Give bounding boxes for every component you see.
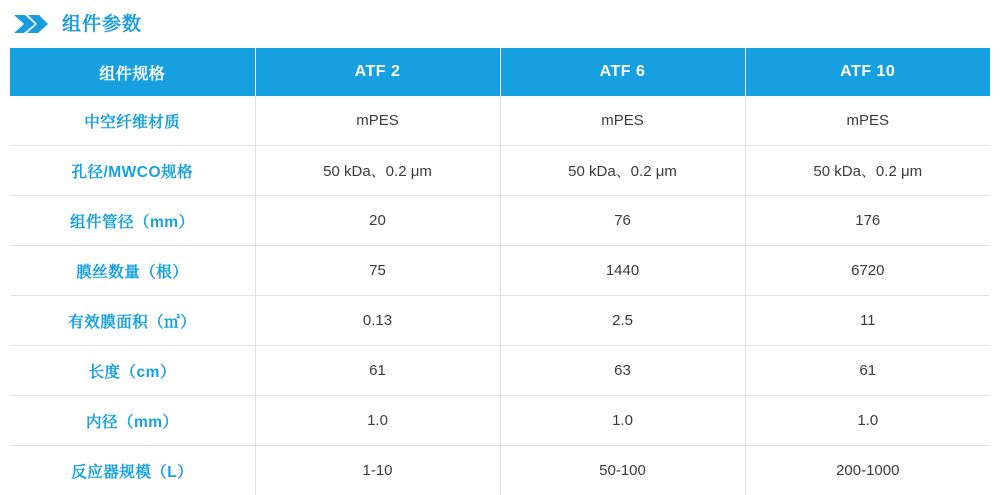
row-label: 孔径/MWCO规格 (10, 146, 255, 196)
cell-value: 50-100 (500, 446, 745, 495)
cell-value: 6720 (745, 246, 990, 296)
table-header (10, 48, 990, 96)
double-chevron-right-icon (14, 12, 48, 36)
column-header-atf10: ATF 10 (745, 48, 990, 96)
table-row (10, 246, 990, 296)
column-header-atf2: ATF 2 (255, 48, 500, 96)
cell-value: 50 kDa、0.2 μm (255, 146, 500, 196)
cell-value: 61 (255, 346, 500, 396)
row-label: 有效膜面积（㎡） (10, 296, 255, 346)
cell-value: 176 (745, 196, 990, 246)
table-body (10, 96, 990, 495)
row-label: 反应器规模（L） (10, 446, 255, 495)
cell-value: 50 kDa、0.2 μm (745, 146, 990, 196)
row-label: 膜丝数量（根） (10, 246, 255, 296)
page-title: 组件参数 (62, 15, 142, 34)
column-header-spec: 组件规格 (10, 48, 255, 96)
page-header (0, 0, 1000, 48)
cell-value: 1.0 (255, 396, 500, 446)
spec-table-container (0, 48, 1000, 495)
cell-value: 63 (500, 346, 745, 396)
column-header-atf6: ATF 6 (500, 48, 745, 96)
cell-value: 1-10 (255, 446, 500, 495)
cell-value: 76 (500, 196, 745, 246)
table-row (10, 296, 990, 346)
table-row (10, 446, 990, 495)
table-row (10, 146, 990, 196)
cell-value: 200-1000 (745, 446, 990, 495)
row-label: 组件管径（mm） (10, 196, 255, 246)
cell-value: mPES (255, 96, 500, 146)
table-row (10, 396, 990, 446)
cell-value: 11 (745, 296, 990, 346)
table-row (10, 346, 990, 396)
cell-value: mPES (745, 96, 990, 146)
spec-table (10, 48, 990, 495)
table-row (10, 196, 990, 246)
table-header-row (10, 48, 990, 96)
cell-value: 50 kDa、0.2 μm (500, 146, 745, 196)
table-row (10, 96, 990, 146)
cell-value: 1.0 (500, 396, 745, 446)
cell-value: 75 (255, 246, 500, 296)
cell-value: 1440 (500, 246, 745, 296)
cell-value: 0.13 (255, 296, 500, 346)
row-label: 内径（mm） (10, 396, 255, 446)
cell-value: 20 (255, 196, 500, 246)
cell-value: 2.5 (500, 296, 745, 346)
cell-value: mPES (500, 96, 745, 146)
row-label: 中空纤维材质 (10, 96, 255, 146)
cell-value: 61 (745, 346, 990, 396)
row-label: 长度（cm） (10, 346, 255, 396)
cell-value: 1.0 (745, 396, 990, 446)
